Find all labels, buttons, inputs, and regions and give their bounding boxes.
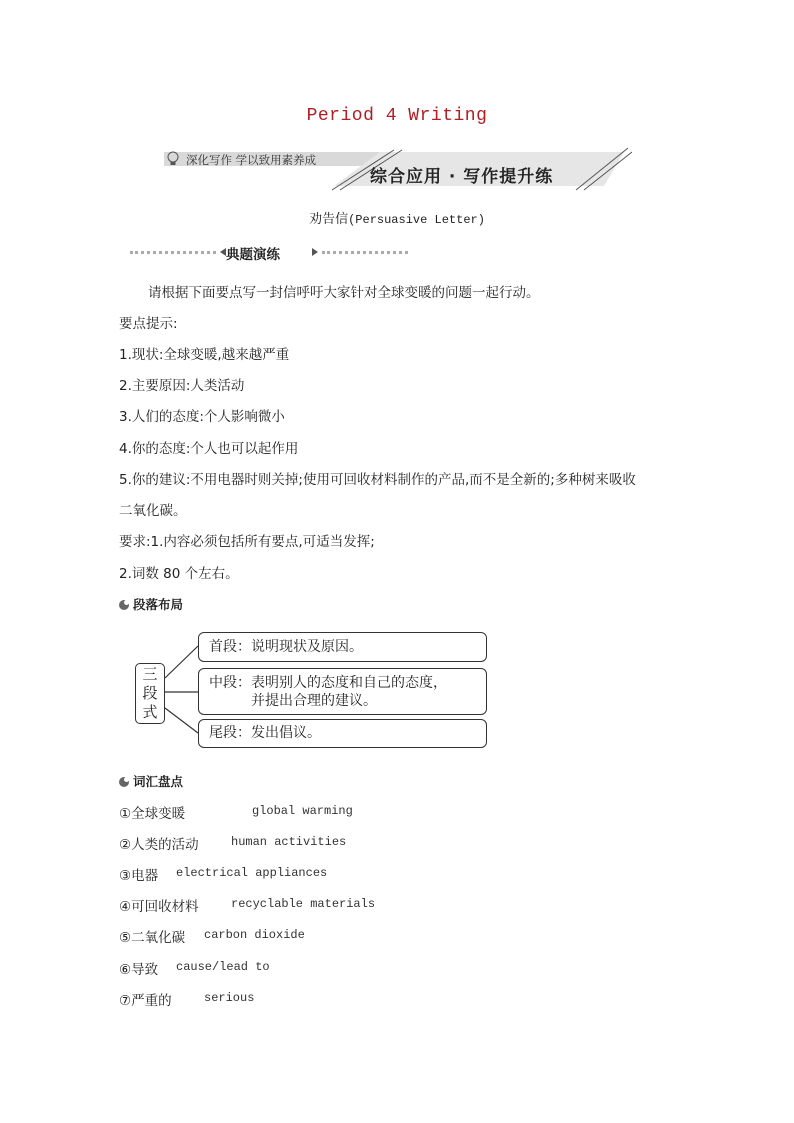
vocab-zh: ③电器 <box>119 868 159 884</box>
vocab-zh: ⑦严重的 <box>119 993 172 1009</box>
vocab-zh: ①全球变暖 <box>119 806 186 822</box>
vocab-en: recyclable materials <box>231 897 376 911</box>
point-item: 2.主要原因:人类活动 <box>119 378 245 394</box>
requirement-item: 要求:1.内容必须包括所有要点,可适当发挥; <box>119 534 375 550</box>
vocab-en: electrical appliances <box>176 866 328 880</box>
subtitle-zh: 劝告信 <box>309 212 349 227</box>
right-triangle-icon <box>312 248 318 256</box>
practice-header <box>130 243 410 261</box>
vocab-zh: ②人类的活动 <box>119 837 199 853</box>
vocab-zh: ⑥导致 <box>119 962 159 978</box>
section-bullet-icon <box>119 777 129 787</box>
last-paragraph-box <box>198 719 487 748</box>
task-intro: 请根据下面要点写一封信呼吁大家针对全球变暖的问题一起行动。 <box>148 285 540 301</box>
requirement-item: 2.词数 80 个左右。 <box>119 566 239 582</box>
vocab-en: human activities <box>231 835 347 849</box>
banner-right-text: 综合应用 · 写作提升练 <box>370 167 554 187</box>
layout-heading <box>119 595 183 613</box>
page-title: Period 4 Writing <box>306 106 488 126</box>
practice-label: 典题演练 <box>226 247 280 263</box>
vocab-en: serious <box>204 991 255 1005</box>
first-paragraph-box <box>198 632 487 662</box>
vocab-en: cause/lead to <box>176 960 270 974</box>
vocab-zh: ④可回收材料 <box>119 899 199 915</box>
vocab-heading <box>119 772 183 790</box>
box-text: 中段：表明别人的态度和自己的态度， <box>209 675 447 691</box>
point-item: 3.人们的态度:个人影响微小 <box>119 409 285 425</box>
middle-paragraph-box <box>198 668 487 715</box>
point-item: 1.现状:全球变暖,越来越严重 <box>119 347 290 363</box>
subtitle-en: (Persuasive Letter) <box>348 213 485 227</box>
section-bullet-icon <box>119 600 129 610</box>
paragraph-layout-diagram <box>132 628 492 752</box>
box-text: 首段：说明现状及原因。 <box>209 639 363 655</box>
divider-left <box>130 251 216 254</box>
divider-right <box>322 251 408 254</box>
vocab-heading-text: 词汇盘点 <box>133 774 184 789</box>
main-label-char: 式 <box>142 703 158 721</box>
point-item-continued: 二氧化碳。 <box>119 503 187 519</box>
box-text: 并提出合理的建议。 <box>251 693 377 709</box>
subtitle <box>0 208 794 227</box>
section-banner <box>164 146 632 192</box>
vocab-zh: ⑤二氧化碳 <box>119 930 186 946</box>
vocab-en: global warming <box>252 804 353 818</box>
points-heading: 要点提示: <box>119 316 178 332</box>
vocab-en: carbon dioxide <box>204 928 305 942</box>
layout-heading-text: 段落布局 <box>133 597 184 612</box>
main-label-char: 段 <box>142 684 158 702</box>
banner-left-text: 深化写作 学以致用素养成 <box>186 153 317 167</box>
point-item: 4.你的态度:个人也可以起作用 <box>119 441 299 457</box>
main-label-char: 三 <box>142 665 158 683</box>
point-item: 5.你的建议:不用电器时则关掉;使用可回收材料制作的产品,而不是全新的;多种树来吸收 <box>119 472 636 488</box>
three-part-label <box>135 663 165 724</box>
box-text: 尾段：发出倡议。 <box>209 725 321 741</box>
